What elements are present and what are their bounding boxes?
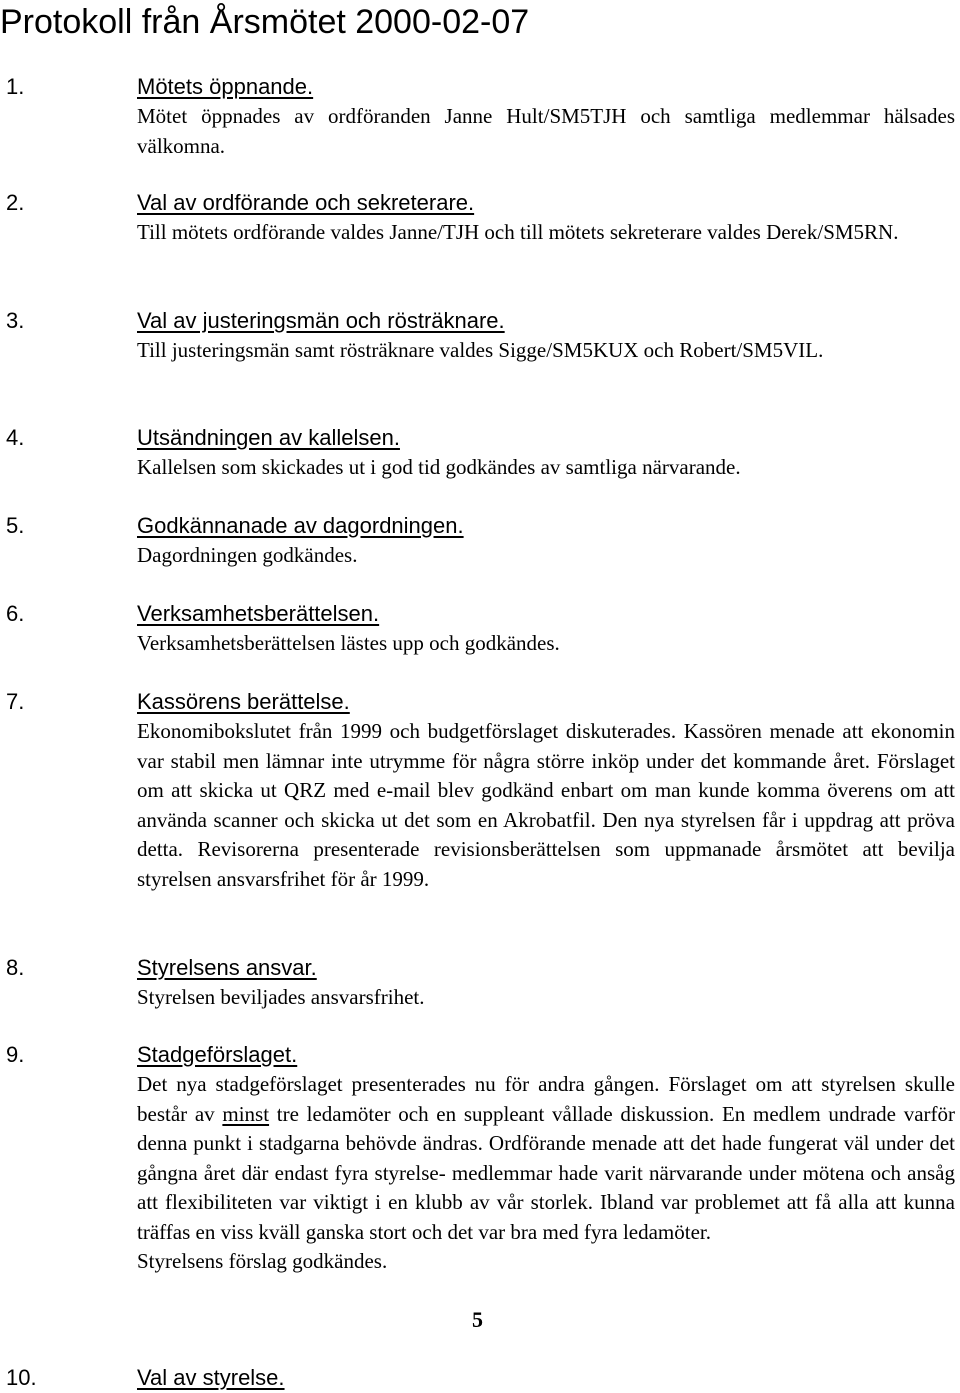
item-text: Kallelsen som skickades ut i god tid godkändes av samtliga närvarande. <box>137 455 741 479</box>
item-text: Mötet öppnades av ordföranden Janne Hult/SM5TJH och samtliga medlemmar hälsades välkomna. <box>137 104 955 158</box>
item-number: 10. <box>6 1365 37 1390</box>
item-paragraph <box>137 1070 955 1247</box>
item-text: Verksamhetsberättelsen lästes upp och godkändes. <box>137 631 560 655</box>
item-heading: Utsändningen av kallelsen. <box>137 425 400 450</box>
item-heading: Godkännanade av dagordningen. <box>137 513 464 538</box>
item-heading: Styrelsens ansvar. <box>137 955 317 980</box>
item-heading: Mötets öppnande. <box>137 74 314 99</box>
item-heading: Val av styrelse. <box>137 1365 285 1390</box>
item-text: Till justeringsmän samt rösträknare valdes Sigge/SM5KUX och Robert/SM5VIL. <box>137 338 824 362</box>
item-number: 1. <box>6 74 25 99</box>
item-heading: Stadgeförslaget. <box>137 1042 298 1067</box>
item-number: 4. <box>6 425 25 450</box>
item-heading: Kassörens berättelse. <box>137 689 350 714</box>
item-number: 9. <box>6 1042 25 1067</box>
page-number: 5 <box>472 1307 483 1332</box>
item-text <box>137 1070 955 1277</box>
item-number: 7. <box>6 689 25 714</box>
item-number: 5. <box>6 513 25 538</box>
document-title: Protokoll från Årsmötet 2000-02-07 <box>0 3 530 41</box>
item-text: Till mötets ordförande valdes Janne/TJH och till mötets sekreterare valdes Derek/SM5RN. <box>137 220 899 244</box>
item-text: Ekonomibokslutet från 1999 och budgetförslaget diskuterades. Kassören menade att ekonomin var stabil men lämnar inte utrymme för några större inköp under det kommande året. Förslaget om att skicka ut QRZ med e-mail blev godkänd enbart om man kunde komma överens om att använda scanner och skicka ut det som en Akrobatfil. Den nya styrelsen får i uppdrag att pröva detta. Revisorerna presenterade revisionsberättelsen som uppmanade årsmötet att bevilja styrelsen ansvarsfrihet för år 1999. <box>137 719 955 891</box>
item-paragraph-conclusion: Styrelsens förslag godkändes. <box>137 1249 388 1273</box>
item-heading: Val av justeringsmän och rösträknare. <box>137 308 505 333</box>
item-text: Dagordningen godkändes. <box>137 543 358 567</box>
text-segment: tre ledamöter och en suppleant vållade diskussion. En medlem undrade varför denna punkt i stadgarna behövde ändras. Ordförande menade att det hade fungerat väl under det gångna året där endast fyra styrelse- medlemmar hade varit närvarande under mötena och ansåg att flexibiliteten var viktigt i en klubb av vår storlek. Ibland var problemet att få alla att kunna träffas en viss kväll ganska stort och det var bra med fyra ledamöter. <box>137 1101 955 1244</box>
item-number: 2. <box>6 190 25 215</box>
item-number: 3. <box>6 308 25 333</box>
item-number: 8. <box>6 955 25 980</box>
text-segment: Det nya stadgeförslaget presenterades nu för andra gången. Förslaget om att styrelsen skulle består av <box>137 1072 955 1126</box>
item-number: 6. <box>6 601 25 626</box>
item-heading: Verksamhetsberättelsen. <box>137 601 380 626</box>
item-heading: Val av ordförande och sekreterare. <box>137 190 475 215</box>
item-text: Styrelsen beviljades ansvarsfrihet. <box>137 985 425 1009</box>
underlined-word: minst <box>222 1101 270 1126</box>
